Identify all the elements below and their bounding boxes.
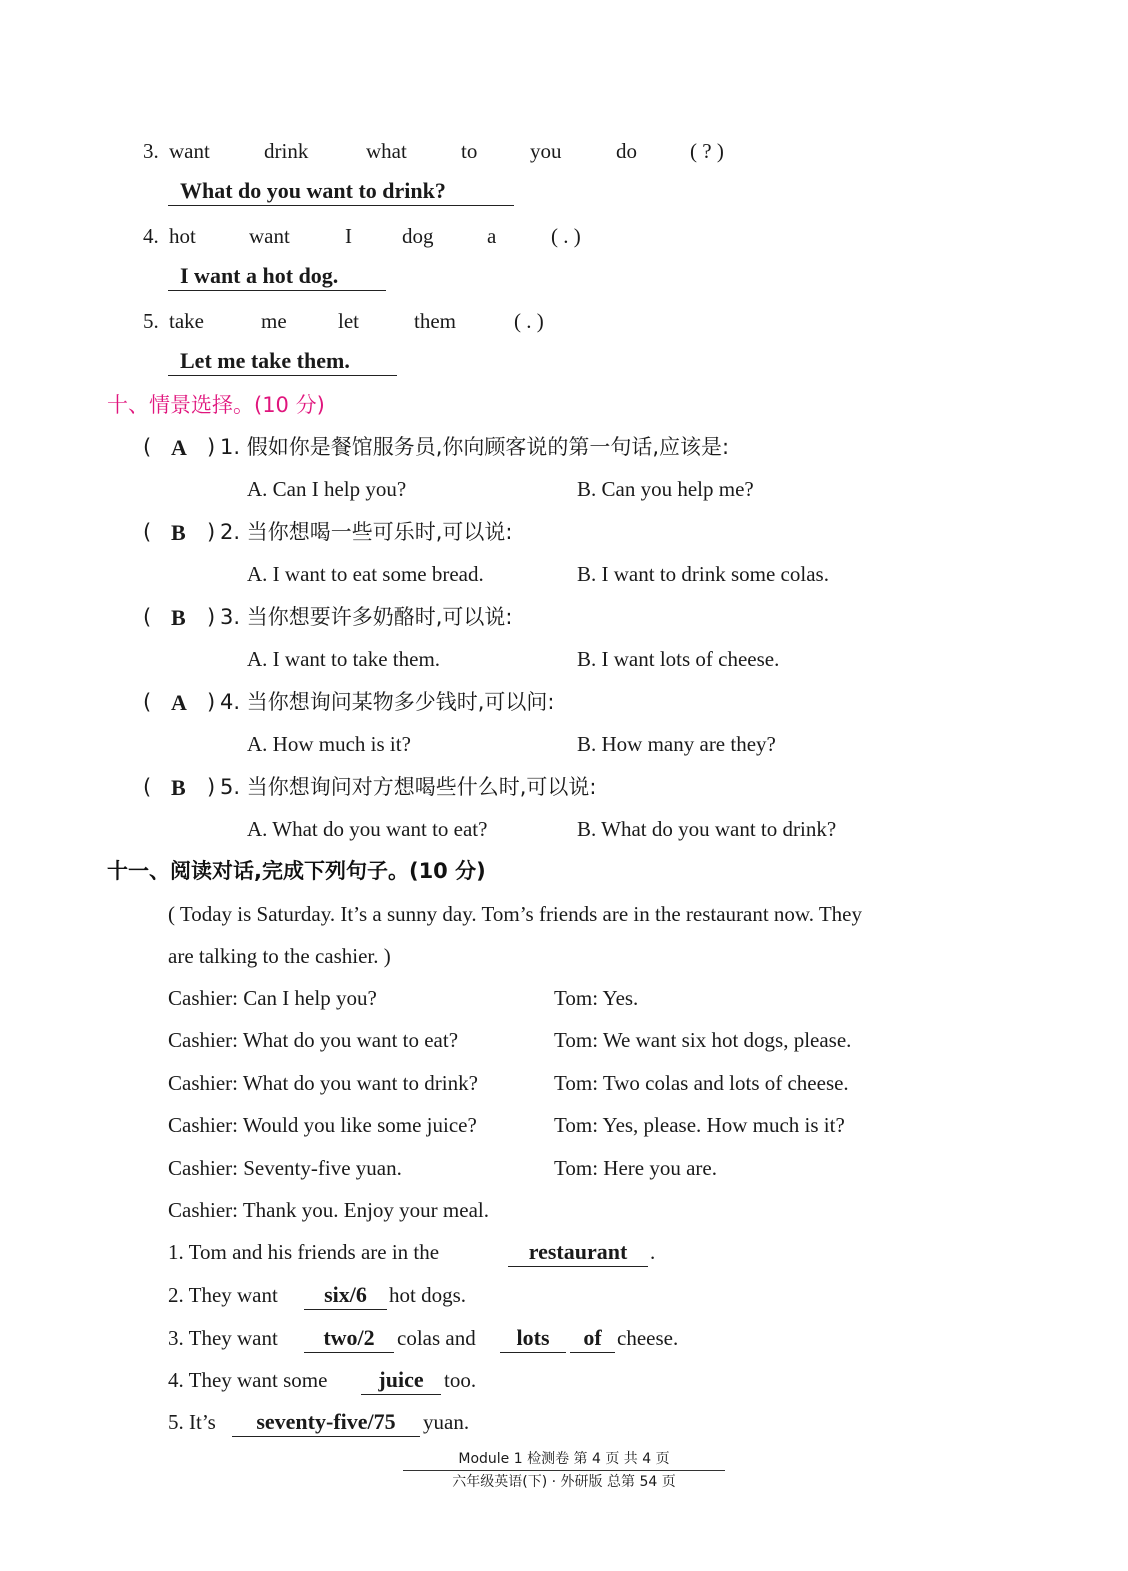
dialogue-cashier-line: Cashier: Seventy-five yuan. — [168, 1156, 402, 1180]
sentence-text: 5. It’s — [168, 1410, 216, 1434]
option-a: A. What do you want to eat? — [247, 817, 488, 841]
answer-letter: A — [171, 435, 187, 460]
paren-close: ) — [207, 520, 216, 544]
word: I — [345, 224, 352, 248]
question-prompt: 1. 假如你是餐馆服务员,你向顾客说的第一句话,应该是: — [220, 435, 730, 459]
sentence-text: hot dogs. — [389, 1283, 467, 1307]
sentence-text: . — [650, 1240, 656, 1264]
question-number: 5. — [143, 309, 159, 333]
footer-line-1: Module 1 检测卷 第 4 页 共 4 页 — [458, 1451, 670, 1467]
answer-blank: juice — [361, 1369, 441, 1395]
punctuation-hint: ( ? ) — [690, 139, 724, 163]
sentence-text: 2. They want — [168, 1283, 278, 1307]
sentence-text: 4. They want some — [168, 1368, 328, 1392]
option-a: A. I want to take them. — [247, 647, 441, 671]
word: me — [261, 309, 287, 333]
passage-intro-line-1: ( Today is Saturday. It’s a sunny day. Tom’s friends are in the restaurant now. They — [168, 902, 862, 926]
question-number: 3. — [143, 139, 159, 163]
punctuation-hint: ( . ) — [551, 224, 581, 248]
question-prompt: 5. 当你想询问对方想喝些什么时,可以说: — [220, 775, 597, 799]
word: hot — [169, 224, 196, 248]
punctuation-hint: ( . ) — [514, 309, 544, 333]
footer-divider — [403, 1470, 725, 1471]
answer-blank: seventy-five/75 — [232, 1411, 420, 1437]
answer-blank: two/2 — [304, 1327, 394, 1353]
sentence-text: colas and — [397, 1326, 476, 1350]
paren-open: ( — [143, 435, 152, 459]
option-b: B. Can you help me? — [577, 477, 754, 501]
word: dog — [402, 224, 434, 248]
answer-text: Let me take them. — [180, 348, 350, 373]
paren-close: ) — [207, 690, 216, 714]
sentence-text: 3. They want — [168, 1326, 278, 1350]
word: let — [338, 309, 359, 333]
answer-letter: B — [171, 605, 186, 630]
word: to — [461, 139, 478, 163]
answer-letter: B — [171, 520, 186, 545]
word: do — [616, 139, 637, 163]
section-10-title: 十、情景选择。(10 分) — [107, 393, 325, 417]
answer-line — [168, 180, 514, 206]
answer-line — [168, 265, 386, 291]
option-b: B. What do you want to drink? — [577, 817, 837, 841]
paren-open: ( — [143, 775, 152, 799]
sentence-text: yuan. — [423, 1410, 470, 1434]
sentence-text: 1. Tom and his friends are in the — [168, 1240, 440, 1264]
dialogue-tom-line: Tom: We want six hot dogs, please. — [554, 1028, 852, 1052]
dialogue-cashier-line: Cashier: Thank you. Enjoy your meal. — [168, 1198, 489, 1222]
dialogue-tom-line: Tom: Two colas and lots of cheese. — [554, 1071, 849, 1095]
answer-blank: six/6 — [304, 1284, 387, 1310]
dialogue-cashier-line: Cashier: Would you like some juice? — [168, 1113, 477, 1137]
word: drink — [264, 139, 309, 163]
question-prompt: 3. 当你想要许多奶酪时,可以说: — [220, 605, 513, 629]
option-a: A. Can I help you? — [247, 477, 407, 501]
option-a: A. I want to eat some bread. — [247, 562, 484, 586]
answer-text: What do you want to drink? — [180, 178, 446, 203]
dialogue-tom-line: Tom: Yes. — [554, 986, 639, 1010]
word: take — [169, 309, 204, 333]
word: want — [169, 139, 210, 163]
option-b: B. How many are they? — [577, 732, 776, 756]
answer-blank: of — [570, 1327, 615, 1353]
dialogue-cashier-line: Cashier: What do you want to drink? — [168, 1071, 478, 1095]
dialogue-cashier-line: Cashier: Can I help you? — [168, 986, 377, 1010]
sentence-text: too. — [444, 1368, 477, 1392]
dialogue-tom-line: Tom: Here you are. — [554, 1156, 717, 1180]
question-number: 4. — [143, 224, 159, 248]
dialogue-tom-line: Tom: Yes, please. How much is it? — [554, 1113, 845, 1137]
answer-line — [168, 350, 397, 376]
sentence-text: cheese. — [617, 1326, 679, 1350]
question-prompt: 4. 当你想询问某物多少钱时,可以问: — [220, 690, 555, 714]
word: want — [249, 224, 290, 248]
section-11-title: 十一、阅读对话,完成下列句子。(10 分) — [107, 859, 486, 883]
paren-open: ( — [143, 605, 152, 629]
word: them — [414, 309, 456, 333]
paren-open: ( — [143, 520, 152, 544]
option-b: B. I want lots of cheese. — [577, 647, 780, 671]
word: a — [487, 224, 497, 248]
answer-blank: lots — [500, 1327, 566, 1353]
paren-open: ( — [143, 690, 152, 714]
paren-close: ) — [207, 605, 216, 629]
answer-letter: A — [171, 690, 187, 715]
word: you — [530, 139, 562, 163]
passage-intro-line-2: are talking to the cashier. ) — [168, 944, 391, 968]
paren-close: ) — [207, 775, 216, 799]
question-prompt: 2. 当你想喝一些可乐时,可以说: — [220, 520, 513, 544]
option-b: B. I want to drink some colas. — [577, 562, 829, 586]
paren-close: ) — [207, 435, 216, 459]
answer-letter: B — [171, 775, 186, 800]
option-a: A. How much is it? — [247, 732, 411, 756]
word: what — [366, 139, 407, 163]
dialogue-cashier-line: Cashier: What do you want to eat? — [168, 1028, 459, 1052]
footer-line-2: 六年级英语(下) · 外研版 总第 54 页 — [452, 1474, 676, 1490]
answer-text: I want a hot dog. — [180, 263, 339, 288]
answer-blank: restaurant — [508, 1241, 648, 1267]
